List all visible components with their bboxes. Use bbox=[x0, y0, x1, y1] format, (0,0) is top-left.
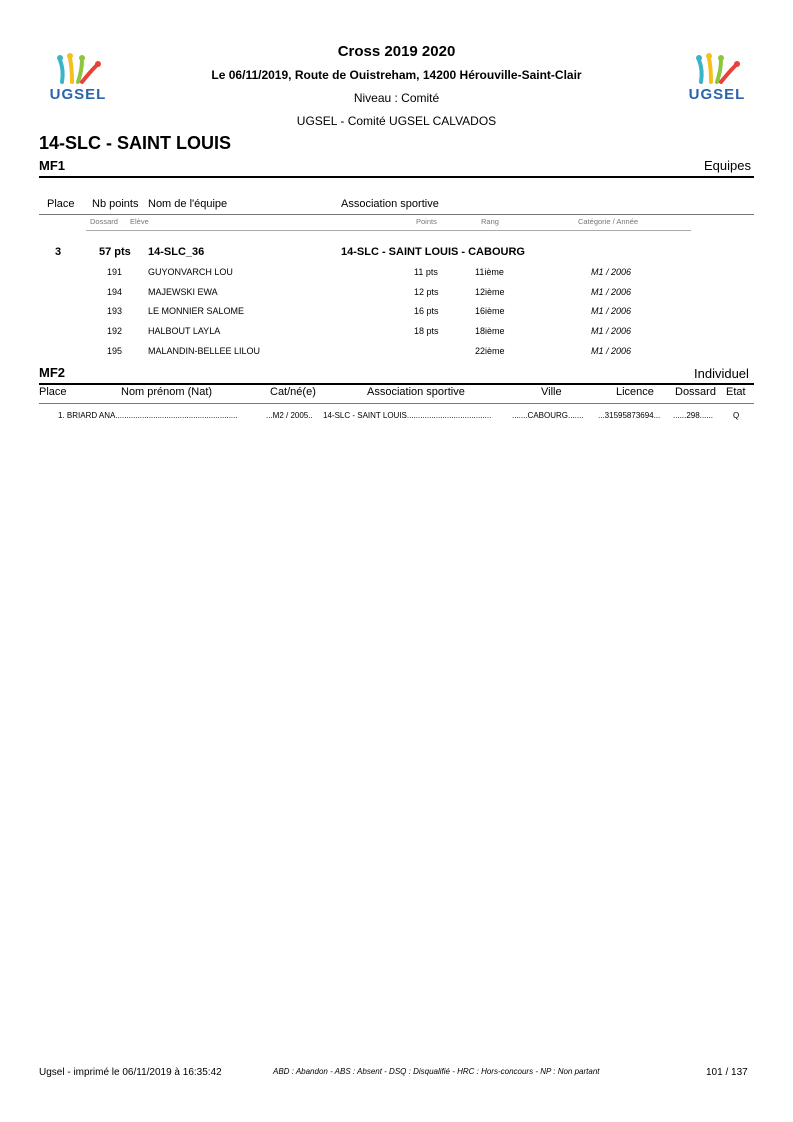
section2-header-row bbox=[0, 386, 793, 400]
col-points: Nb points bbox=[92, 198, 139, 210]
member-rang: 22ième bbox=[475, 346, 505, 356]
col-place: Place bbox=[39, 386, 67, 398]
member-rang: 12ième bbox=[475, 287, 505, 297]
individual-ville: .......CABOURG....... bbox=[512, 411, 584, 420]
member-dossard: 195 bbox=[107, 346, 123, 356]
member-row bbox=[0, 267, 793, 281]
member-name: HALBOUT LAYLA bbox=[148, 326, 221, 336]
footer-printed: Ugsel - imprimé le 06/11/2019 à 16:35:42 bbox=[39, 1067, 222, 1078]
section1-header-row bbox=[0, 198, 793, 212]
subcol-eleve: Elève bbox=[130, 217, 149, 226]
member-rang: 16ième bbox=[475, 306, 505, 316]
member-categorie: M1 / 2006 bbox=[591, 306, 632, 316]
member-points: 16 pts bbox=[414, 306, 439, 316]
team-place: 3 bbox=[55, 246, 62, 258]
col-association: Association sportive bbox=[341, 198, 439, 210]
member-categorie: M1 / 2006 bbox=[591, 326, 632, 336]
section1-header-divider bbox=[39, 214, 754, 215]
individual-etat: Q bbox=[733, 411, 740, 420]
col-dossard: Dossard bbox=[675, 386, 716, 398]
footer-page-number: 101 / 137 bbox=[706, 1067, 748, 1078]
member-row bbox=[0, 287, 793, 301]
member-name: LE MONNIER SALOME bbox=[148, 306, 245, 316]
individual-association: 14-SLC - SAINT LOUIS...................................... bbox=[323, 411, 492, 420]
col-licence: Licence bbox=[616, 386, 654, 398]
member-name: MALANDIN-BELLEE LILOU bbox=[148, 346, 261, 356]
section1-divider bbox=[39, 176, 754, 178]
member-points: 18 pts bbox=[414, 326, 439, 336]
member-categorie: M1 / 2006 bbox=[591, 287, 632, 297]
section2-kind: Individuel bbox=[694, 366, 749, 381]
member-dossard: 194 bbox=[107, 287, 123, 297]
subcol-points: Points bbox=[416, 217, 437, 226]
individual-cat: ...M2 / 2005.. bbox=[266, 411, 313, 420]
page-title: Cross 2019 2020 bbox=[337, 43, 456, 60]
member-name: GUYONVARCH LOU bbox=[148, 267, 233, 277]
col-team: Nom de l'équipe bbox=[148, 198, 228, 210]
team-name: 14-SLC_36 bbox=[148, 246, 205, 258]
member-rang: 11ième bbox=[475, 267, 504, 277]
section1-kind: Equipes bbox=[704, 158, 751, 173]
section2-code: MF2 bbox=[39, 365, 65, 380]
member-categorie: M1 / 2006 bbox=[591, 267, 632, 277]
col-association: Association sportive bbox=[367, 386, 465, 398]
col-ville: Ville bbox=[541, 386, 562, 398]
member-name: MAJEWSKI EWA bbox=[148, 287, 218, 297]
individual-place-name: 1. BRIARD ANA....................................................... bbox=[58, 411, 238, 420]
member-dossard: 191 bbox=[107, 267, 123, 277]
team-association: 14-SLC - SAINT LOUIS - CABOURG bbox=[341, 246, 525, 258]
committee-label: UGSEL - Comité UGSEL CALVADOS bbox=[296, 114, 497, 128]
col-place: Place bbox=[47, 198, 75, 210]
section1-subheader-divider bbox=[86, 230, 691, 231]
member-row bbox=[0, 346, 793, 360]
member-categorie: M1 / 2006 bbox=[591, 346, 632, 356]
footer-legend: ABD : Abandon - ABS : Absent - DSQ : Disqualifié - HRC : Hors-concours - NP : Non partant bbox=[273, 1067, 600, 1076]
col-etat: Etat bbox=[726, 386, 746, 398]
team-points: 57 pts bbox=[99, 246, 131, 258]
individual-row bbox=[0, 411, 793, 425]
team-row bbox=[0, 246, 793, 260]
member-points: 11 pts bbox=[414, 267, 438, 277]
logo-text: UGSEL bbox=[688, 86, 746, 103]
col-cat: Cat/né(e) bbox=[270, 386, 316, 398]
subcol-categorie: Catégorie / Année bbox=[578, 217, 639, 226]
member-dossard: 193 bbox=[107, 306, 123, 316]
logo-text: UGSEL bbox=[49, 86, 107, 103]
individual-licence: ...31595873694... bbox=[598, 411, 661, 420]
school-title: 14-SLC - SAINT LOUIS bbox=[39, 133, 232, 153]
member-row bbox=[0, 306, 793, 320]
section1-code: MF1 bbox=[39, 158, 65, 173]
subcol-rang: Rang bbox=[481, 217, 499, 226]
member-row bbox=[0, 326, 793, 340]
section1-subheader-row bbox=[0, 217, 793, 231]
member-dossard: 192 bbox=[107, 326, 123, 336]
subcol-dossard: Dossard bbox=[90, 217, 118, 226]
section2-divider bbox=[39, 383, 754, 385]
member-rang: 18ième bbox=[475, 326, 505, 336]
level-label: Niveau : Comité bbox=[353, 91, 440, 105]
section2-header-divider bbox=[39, 403, 754, 404]
event-subtitle: Le 06/11/2019, Route de Ouistreham, 14200 Hérouville-Saint-Clair bbox=[211, 68, 582, 82]
col-name: Nom prénom (Nat) bbox=[121, 386, 213, 398]
member-points: 12 pts bbox=[414, 287, 439, 297]
individual-dossard: ......298...... bbox=[673, 411, 714, 420]
